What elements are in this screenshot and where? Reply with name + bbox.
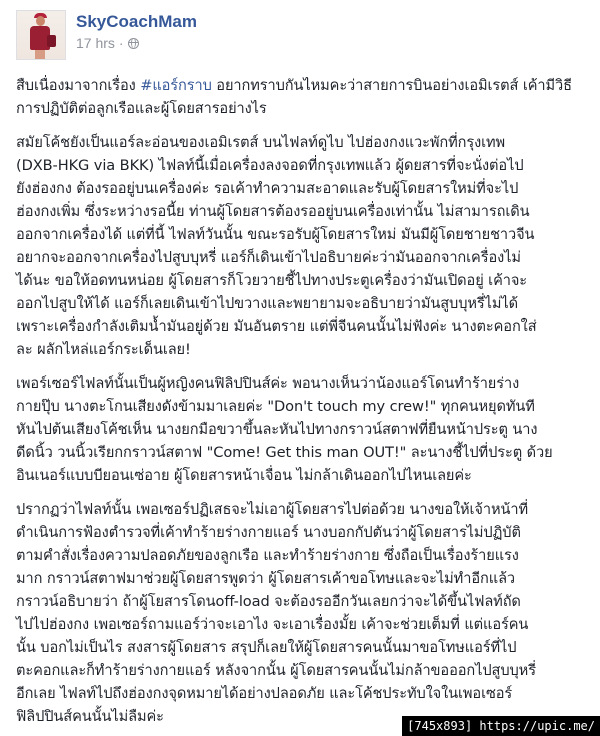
avatar-bag [47, 35, 56, 47]
avatar-head [36, 16, 45, 26]
post-meta [76, 10, 197, 51]
meta-separator: · [118, 35, 124, 51]
intro-text-after: อยากทราบกันไหมคะว่าสายการบินอย่างเอมิเรตส์ เค้ามีวิธีการปฏิบัติต่อลูกเรือและผู้โดยสารอย่างไร [16, 77, 572, 117]
author-name[interactable]: SkyCoachMam [76, 12, 197, 31]
post-paragraph-intro [16, 74, 588, 120]
post-time-row [76, 35, 197, 51]
avatar[interactable] [16, 10, 66, 60]
image-host-watermark: [745x893] https://upic.me/ [402, 716, 600, 736]
intro-text-before: สืบเนื่องมาจากเรื่อง [16, 77, 141, 94]
globe-icon[interactable] [128, 38, 139, 49]
avatar-legs [35, 50, 45, 59]
post-paragraph: เพอร์เซอร์ไฟลท์นั้นเป็นผู้หญิงคนฟิลิปปินส์ค่ะ พอนางเห็นว่าน้องแอร์โดนทำร้ายร่าง กายปุ๊บ นางตะโกนเสียงดังข้ามมาเลยค่ะ "Don't touch my crew!" ทุกคนหยุดทันที หันไปต้นเสียงโค้ชเห็น นางยกมือขวาขึ้นละหันไปทางกราวน์สตาฟที่ยืนหน้าประตู นาง ดีดนิ้ว วนนิ้วเรียกกราวน์สตาฟ "Come! Get this man OUT!" ละนางชี้ไปที่ประตู ด้วย อินเนอร์แบบบียอนเซ่อาย ผู้โดยสารหน้าเจื่อน ไม่กล้าเดินออกไปไหนเลยค่ะ [16, 375, 553, 484]
post-header [16, 10, 588, 60]
post-paragraph: ปรากฏว่าไฟลท์นั้น เพอเซอร์ปฏิเสธจะไม่เอาผู้โดยสารไปต่อด้วย นางขอให้เจ้าหน้าที่ ดำเนินการฟ้องตำรวจที่เค้าทำร้ายร่างกายแอร์ นางบอกกัปตันว่าผู้โดยสารไม่ปฏิบัติ ตามคำสั่งเรื่องความปลอดภัยของลูกเรือ และทำร้ายร่างกาย ซึ่งถือเป็นเรื่องร้ายแรง มาก กราวน์สตาฟมาช่วยผู้โดยสารพูดว่า ผู้โดยสารเค้าขอโทษและจะไม่ทำอีกแล้ว กราวน์อธิบายว่า ถ้าผู้โยสารโดนoff-load จะต้องรออีกวันเลยกว่าจะได้ขึ้นไฟลท์ถัด ไปไปฮ่องกง เพอเซอร์ถามแอร์ว่าจะเอาไง จะเอาเรื่องมั้ย เค้าจะช่วยเต็มที่ แต่แอร์คน นั้น บอกไม่เป็นไร สงสารผู้โดยสาร สรุปก็เลยให้ผู้โดยสารคนนั้นมาขอโทษแอร์ที่ไป ตะคอกและก็ทำร้ายร่างกายแอร์ หลังจากนั้น ผู้โดยสารคนนั้นไม่กล้าขอออกไปสูบบุหรี่ อีกเลย ไฟลท์ไปถึงฮ่องกงจุดหมายได้อย่างปลอดภัย และโค้ชประทับใจในเพอเซอร์ ฟิลิปปินส์คนนั้นไม่ลืมค่ะ [16, 501, 536, 725]
post-paragraph: สมัยโค้ชยังเป็นแอร์ละอ่อนของเอมิเรตส์ บนไฟลท์ดูไบ ไปฮ่องกงแวะพักที่กรุงเทพ (DXB-HKG via BKK) ไฟลท์นี้เมื่อเครื่องลงจอดที่กรุงเทพแล้ว ผู้ดยสารที่จะนั่งต่อไป ยังฮ่องกง ต้องรออยู่บนเครื่องค่ะ รอเค้าทำความสะอาดและรับผู้โดยสารใหม่ที่จะไป ฮ่องกงเพิ่ม ซึ่งระหว่างรอนี้ย ท่านผู้โดยสารต้องรออยู่บนเครื่องเท่านั้น ไม่สามารถเดิน ออกจากเครื่องได้ แต่ที่นี้ ไฟลท์วันนั้น ขณะรอรับผู้โดยสารใหม่ มันมีผู้โดยชายชาวจีน อยากจะออกจากเครื่องไปสูบบุหรี่ แอร์ก็เดินเข้าไปอธิบายค่ะว่ามันออกจากเครื่องไม่ ได้นะ ขอให้อดทนหน่อย ผู้โดยสารก็โวยวายชี้ไปทางประตูเครื่องว่ามันเปิดอยู่ เค้าจะ ออกไปสูบให้ได้ แอร์ก็เลยเดินเข้าไปขวางและพยายามจะอธิบายว่ามันสูบบุหรี่ไม่ได้ เพราะเครื่องกำลังเติมน้ำมันอยู่ด้วย มันอันตราย แต่พี่จีนคนนั้นไม่ฟังค่ะ นางตะคอกใส่ ละ ผลักไหล่แอร์กระเด็นเลย! [16, 134, 537, 358]
hashtag-link[interactable]: #แอร์กราบ [140, 77, 212, 94]
post-body [16, 74, 588, 728]
post-timestamp[interactable]: 17 hrs [76, 35, 115, 51]
